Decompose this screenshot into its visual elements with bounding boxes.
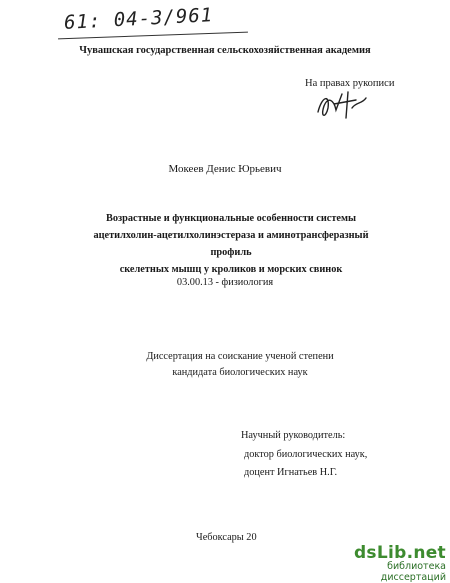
signature-image	[312, 88, 372, 122]
dissertation-title	[90, 210, 372, 278]
title-line: Возрастные и функциональные особенности системы	[105, 213, 357, 224]
advisor-label: Научный руководитель:	[241, 430, 346, 441]
advisor-name-line: доцент Игнатьев Н.Г.	[244, 467, 338, 478]
title-line: ацетилхолин-ацетилхолинэстераза и аминотрансферазный профиль	[93, 230, 369, 258]
watermark-subtitle: библиотека диссертаций	[380, 561, 446, 583]
author-name: Мокеев Денис Юрьевич	[168, 163, 282, 175]
specialty-code: 03.00.13 - физиология	[176, 277, 274, 288]
degree-line: кандидата биологических наук	[172, 367, 308, 378]
rights-note: На правах рукописи	[305, 78, 395, 89]
handwritten-archive-code: 61: 04-3/961	[63, 4, 214, 34]
city-year: Чебоксары 20	[196, 532, 257, 543]
academy-name: Чувашская государственная сельскохозяйственная академия	[79, 45, 371, 56]
advisor-title-line: доктор биологических наук,	[244, 449, 368, 460]
degree-statement	[110, 349, 370, 381]
watermark-brand: dsLib.net	[353, 543, 446, 563]
title-line: скелетных мышц у кроликов и морских свинок	[119, 264, 343, 275]
watermark	[338, 543, 446, 583]
degree-line: Диссертация на соискание ученой степени	[146, 351, 334, 362]
handwritten-underline	[58, 32, 248, 40]
